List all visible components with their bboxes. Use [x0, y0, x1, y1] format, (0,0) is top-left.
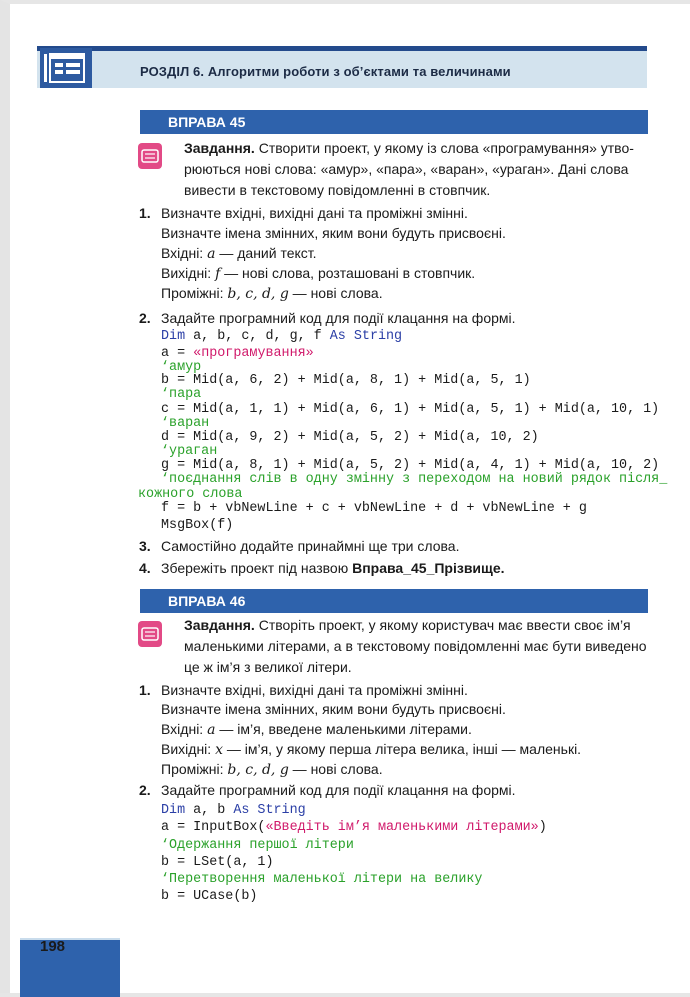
code-line: b = LSet(a, 1)	[161, 855, 274, 870]
page-number-tab	[20, 940, 120, 997]
task-text: рюються нові слова: «амур», «пара», «варан», «ураган». Дані слова	[184, 161, 629, 177]
step-text: Визначте вхідні, вихідні дані та проміжні змінні.	[161, 205, 468, 221]
outputs-line: Вихідні: f — нові слова, розташовані в стовпчик.	[161, 265, 476, 282]
header-divider	[37, 46, 647, 51]
code-line: MsgBox(f)	[161, 518, 234, 533]
step-number: 1.	[139, 682, 151, 698]
code-comment: ‘варан	[161, 416, 210, 431]
chapter-title: РОЗДІЛ 6. Алгоритми роботи з об’єктами та величинами	[140, 64, 511, 79]
code-line: c = Mid(a, 1, 1) + Mid(a, 6, 1) + Mid(a, 5, 1) + Mid(a, 10, 1)	[161, 402, 660, 417]
inputs-line: Вхідні: a — ім’я, введене маленькими літерами.	[161, 721, 472, 738]
step-text: Задайте програмний код для події клацання на формі.	[161, 782, 516, 798]
code-line: b = UCase(b)	[161, 889, 258, 904]
step-text: Збережіть проект під назвою Вправа_45_Прізвище.	[161, 560, 505, 576]
intermediate-line: Проміжні: b, c, d, g — нові слова.	[161, 285, 383, 302]
task-label: Завдання.	[184, 140, 255, 156]
code-comment: ‘ураган	[161, 444, 218, 459]
step-number: 4.	[139, 560, 151, 576]
outputs-line: Вихідні: x — ім’я, у якому перша літера велика, інші — маленькі.	[161, 741, 582, 758]
page-number: 198	[40, 938, 66, 955]
code-comment: кожного слова	[138, 487, 243, 502]
code-line: Dim a, b As String	[161, 803, 306, 818]
task-text: Створити проект, у якому із слова «програмування» утво-	[254, 140, 634, 156]
exercise-46-task	[184, 615, 650, 678]
keyboard-icon	[137, 619, 163, 649]
step-number: 3.	[139, 538, 151, 554]
code-comment: ‘Одержання першої літери	[161, 838, 354, 853]
step-text: Визначте імена змінних, яким вони будуть присвоєні.	[161, 701, 506, 717]
step-text: Задайте програмний код для події клацання на формі.	[161, 310, 516, 326]
keyboard-icon	[137, 141, 163, 171]
task-label: Завдання.	[184, 617, 255, 633]
code-comment: ‘поєднання слів в одну змінну з переходом на новий рядок після_	[161, 472, 668, 487]
code-line: b = Mid(a, 6, 2) + Mid(a, 8, 1) + Mid(a, 5, 1)	[161, 373, 531, 388]
code-line: a = «програмування»	[161, 346, 314, 361]
code-line: g = Mid(a, 8, 1) + Mid(a, 5, 2) + Mid(a, 4, 1) + Mid(a, 10, 2)	[161, 458, 660, 473]
code-comment: ‘Перетворення маленької літери на велику	[161, 872, 483, 887]
exercise-45-title: ВПРАВА 45	[168, 114, 246, 130]
task-text: вивести в текстовому повідомленні в стовпчик.	[184, 182, 491, 198]
exercise-46-title: ВПРАВА 46	[168, 593, 246, 609]
task-text: маленькими літерами, а в текстовому повідомленні має бути виведено	[184, 638, 647, 654]
inputs-line: Вхідні: a — даний текст.	[161, 245, 317, 262]
step-text: Визначте вхідні, вихідні дані та проміжні змінні.	[161, 682, 468, 698]
task-text: Створіть проект, у якому користувач має ввести своє ім’я	[254, 617, 631, 633]
code-line: Dim a, b, c, d, g, f As String	[161, 329, 403, 344]
step-number: 2.	[139, 310, 151, 326]
code-comment: ‘амур	[161, 360, 202, 375]
code-comment: ‘пара	[161, 387, 202, 402]
step-number: 1.	[139, 205, 151, 221]
step-text: Самостійно додайте принаймні ще три слова.	[161, 538, 460, 554]
code-line: a = InputBox(«Введіть ім’я маленькими літерами»)	[161, 820, 547, 835]
task-text: це ж ім’я з великої літери.	[184, 659, 352, 675]
code-line: d = Mid(a, 9, 2) + Mid(a, 5, 2) + Mid(a, 10, 2)	[161, 430, 539, 445]
step-number: 2.	[139, 782, 151, 798]
code-line: f = b + vbNewLine + c + vbNewLine + d + vbNewLine + g	[161, 501, 587, 516]
chapter-icon	[40, 48, 92, 88]
intermediate-line: Проміжні: b, c, d, g — нові слова.	[161, 761, 383, 778]
step-text: Визначте імена змінних, яким вони будуть присвоєні.	[161, 225, 506, 241]
exercise-45-task	[184, 138, 650, 201]
